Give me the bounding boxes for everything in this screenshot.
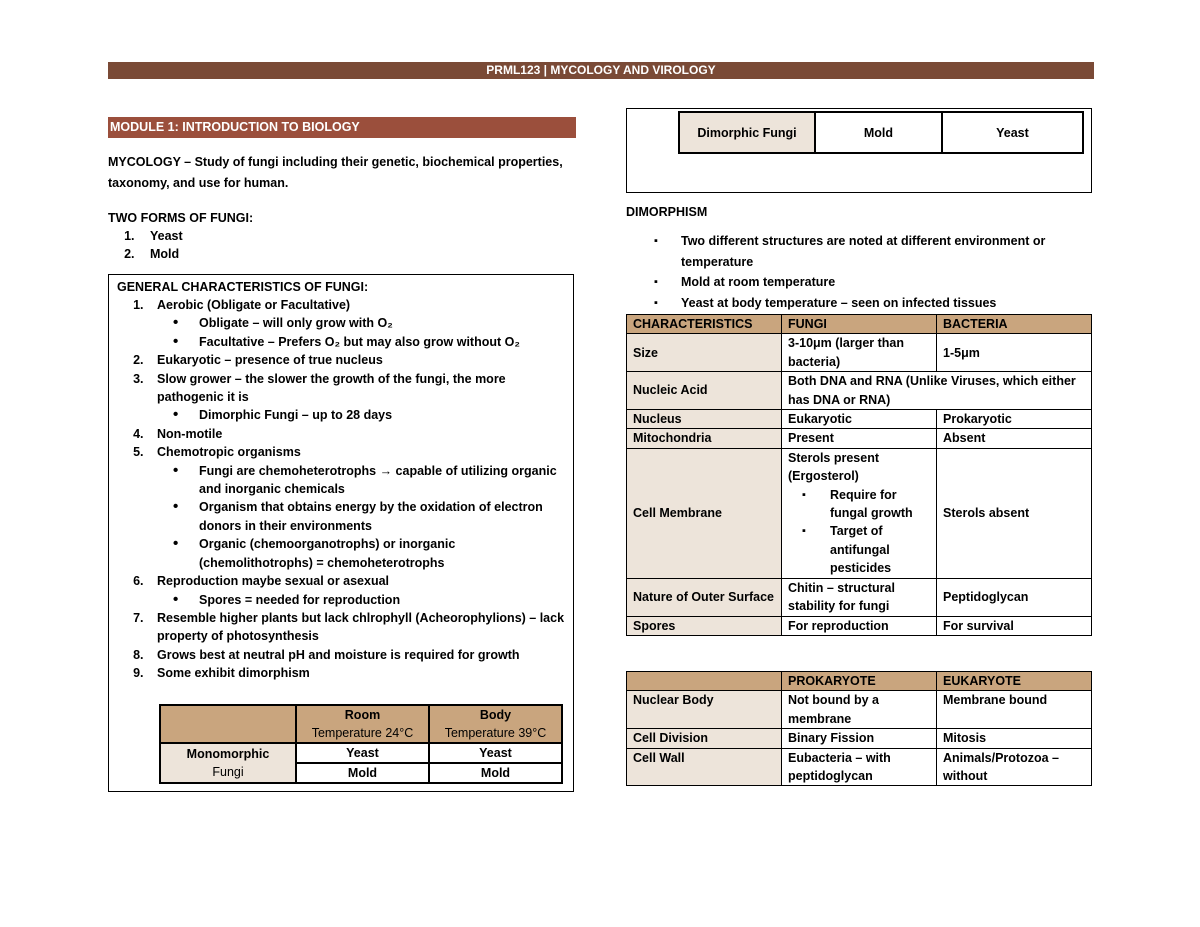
table-row: [627, 429, 1092, 448]
table-cell: Both DNA and RNA (Unlike Viruses, which either has DNA or RNA): [782, 372, 1092, 410]
table-row: [627, 410, 1092, 429]
table-cell: Chitin – structural stability for fungi: [782, 578, 937, 616]
row-label: Nucleic Acid: [627, 372, 782, 410]
table-cell: Yeast: [296, 743, 429, 763]
item-text: Slow grower – the slower the growth of the fungi, the more pathogenic it is: [157, 371, 506, 405]
sub-item: • Dimorphic Fungi – up to 28 days: [167, 406, 565, 424]
table-cell: Prokaryotic: [937, 410, 1092, 429]
table-cell: Membrane bound: [937, 691, 1092, 729]
item-text: Resemble higher plants but lack chlrophyll (Acheorophylions) – lack property of photosynthesis: [157, 610, 565, 644]
row-label-monomorphic: [160, 743, 296, 783]
table-row: [627, 578, 1092, 616]
column-header: EUKARYOTE: [937, 671, 1092, 690]
list-item: ▪ Two different structures are noted at different environment or temperature: [654, 231, 1092, 272]
row-label: Spores: [627, 616, 782, 635]
item-text: Non-motile: [157, 426, 223, 441]
header-body-temp: [429, 705, 562, 743]
dimorphism-title: DIMORPHISM: [626, 205, 708, 219]
sub-list: [167, 591, 565, 609]
table-cell: Binary Fission: [782, 729, 937, 748]
table-cell: Absent: [937, 429, 1092, 448]
table-cell: Not bound by a membrane: [782, 691, 937, 729]
empty-header-cell: [160, 705, 296, 743]
row-label-line: Monomorphic: [186, 747, 270, 761]
sub-item: • Fungi are chemoheterotrophs → capable of utilizing organic and inorganic chemicals: [167, 462, 565, 499]
dimorphic-label: Dimorphic Fungi: [679, 112, 815, 153]
table-cell: Mold: [815, 112, 942, 153]
table-row: [627, 448, 1092, 578]
row-label: Nucleus: [627, 410, 782, 429]
table-cell: Peptidoglycan: [937, 578, 1092, 616]
dimorphic-table: [678, 111, 1084, 154]
header-line: Temperature 24°C: [311, 726, 414, 740]
sub-list: [167, 462, 565, 572]
list-item: [147, 296, 565, 351]
sub-item: • Obligate – will only grow with O₂: [167, 314, 565, 332]
table-row: [627, 691, 1092, 729]
sub-item: ▪ Require for fungal growth: [796, 486, 932, 523]
item-text: Eukaryotic – presence of true nucleus: [157, 353, 383, 368]
table-cell: Yeast: [942, 112, 1083, 153]
sub-item: • Organism that obtains energy by the oxidation of electron donors in their environments: [167, 498, 565, 535]
list-item: [147, 351, 565, 369]
sub-item: ▪ Target of antifungal pesticides: [796, 522, 932, 577]
sub-item: • Spores = needed for reproduction: [167, 591, 565, 609]
table-cell: Eubacteria – with peptidoglycan: [782, 748, 937, 786]
general-characteristics-title: GENERAL CHARACTERISTICS OF FUNGI:: [117, 280, 369, 294]
table-cell: Animals/Protozoa – without: [937, 748, 1092, 786]
list-item: [147, 664, 565, 682]
row-label: Cell Membrane: [627, 448, 782, 578]
characteristics-table: [626, 314, 1092, 636]
table-cell: Mold: [296, 763, 429, 783]
column-header: BACTERIA: [937, 315, 1092, 334]
module-title: MODULE 1: INTRODUCTION TO BIOLOGY: [108, 117, 576, 138]
general-characteristics-box: [108, 274, 574, 792]
table-cell: Present: [782, 429, 937, 448]
item-text: Some exhibit dimorphism: [157, 666, 310, 681]
header-room-temp: [296, 705, 429, 743]
prokaryote-eukaryote-table: [626, 671, 1092, 786]
table-row: [627, 334, 1092, 372]
table-cell: For survival: [937, 616, 1092, 635]
table-cell: 1-5μm: [937, 334, 1092, 372]
list-item: ▪ Yeast at body temperature – seen on infected tissues: [654, 293, 1092, 314]
table-cell: [782, 448, 937, 578]
list-item: [147, 443, 565, 572]
list-item: 2. Mold: [138, 245, 576, 263]
list-item: [147, 572, 565, 609]
cell-sub-list: [796, 486, 932, 578]
list-item: ▪ Mold at room temperature: [654, 272, 1092, 293]
sub-list: [167, 406, 565, 424]
table-header-row: [627, 315, 1092, 334]
mycology-definition: MYCOLOGY – Study of fungi including their genetic, biochemical properties, taxonomy, and use for human.: [108, 155, 563, 190]
table-row: [627, 616, 1092, 635]
header-line: Body: [479, 708, 512, 722]
cell-text: Sterols present (Ergosterol): [788, 450, 880, 484]
table-cell: Sterols absent: [937, 448, 1092, 578]
page-header: PRML123 | MYCOLOGY AND VIROLOGY: [108, 62, 1094, 79]
item-text: Grows best at neutral pH and moisture is required for growth: [157, 647, 520, 662]
left-column: [108, 117, 576, 792]
sub-item: • Organic (chemoorganotrophs) or inorganic (chemolithotrophs) = chemoheterotrophs: [167, 535, 565, 572]
table-cell: Yeast: [429, 743, 562, 763]
column-header: FUNGI: [782, 315, 937, 334]
list-item: 1. Yeast: [138, 227, 576, 245]
two-forms-title: TWO FORMS OF FUNGI:: [108, 211, 254, 225]
list-item: [147, 370, 565, 425]
column-header: [627, 671, 782, 690]
item-text: Reproduction maybe sexual or asexual: [157, 574, 390, 589]
sub-item: • Facultative – Prefers O₂ but may also grow without O₂: [167, 333, 565, 351]
item-text: Aerobic (Obligate or Facultative): [157, 298, 351, 312]
list-item: [147, 609, 565, 646]
table-cell: 3-10μm (larger than bacteria): [782, 334, 937, 372]
header-line: Temperature 39°C: [444, 726, 547, 740]
table-cell: Mold: [429, 763, 562, 783]
row-label-line: Fungi: [212, 765, 244, 779]
dimorphic-box: [626, 108, 1092, 193]
row-label: Cell Wall: [627, 748, 782, 786]
table-row: [627, 748, 1092, 786]
header-line: Room: [344, 708, 381, 722]
column-header: PROKARYOTE: [782, 671, 937, 690]
general-characteristics-list: [147, 296, 565, 683]
row-label: Nature of Outer Surface: [627, 578, 782, 616]
dimorphism-list: [654, 231, 1092, 313]
list-item: [147, 425, 565, 443]
row-label: Size: [627, 334, 782, 372]
item-text: Chemotropic organisms: [157, 445, 301, 460]
table-cell: Eukaryotic: [782, 410, 937, 429]
column-header: CHARACTERISTICS: [627, 315, 782, 334]
row-label: Mitochondria: [627, 429, 782, 448]
right-column: [626, 108, 1092, 786]
monomorphic-table: [159, 704, 563, 784]
row-label: Cell Division: [627, 729, 782, 748]
table-header-row: [627, 671, 1092, 690]
sub-list: [167, 314, 565, 351]
table-cell: For reproduction: [782, 616, 937, 635]
two-forms-list: [138, 227, 576, 263]
table-row: [627, 729, 1092, 748]
list-item: [147, 646, 565, 664]
row-label: Nuclear Body: [627, 691, 782, 729]
table-row: [627, 372, 1092, 410]
table-cell: Mitosis: [937, 729, 1092, 748]
